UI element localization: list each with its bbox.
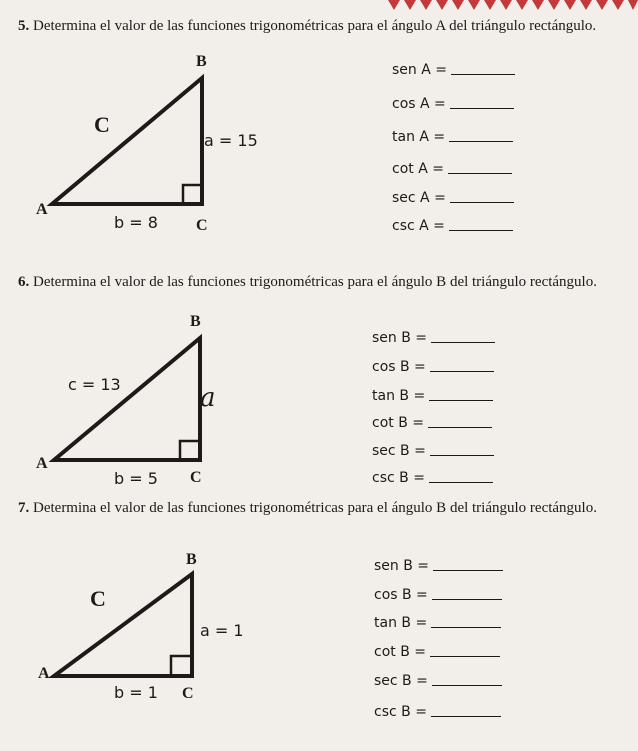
function-row-cos <box>374 587 502 603</box>
side-a-label: a = 15 <box>204 131 258 150</box>
function-label: csc B = <box>372 470 425 486</box>
answer-blank[interactable] <box>429 399 493 401</box>
function-label: sec B = <box>374 673 428 689</box>
function-row-sec <box>374 673 502 689</box>
letter-c-label: C <box>94 112 110 137</box>
answer-blank[interactable] <box>430 655 500 657</box>
answer-blank[interactable] <box>450 107 514 109</box>
decorative-border <box>388 0 638 14</box>
problem-number: 5. <box>18 18 30 34</box>
problem-text: Determina el valor de las funciones trigonométricas para el ángulo B del triángulo rectángulo. <box>33 274 597 290</box>
function-label: sen A = <box>392 62 447 78</box>
function-row-cot <box>392 161 512 177</box>
function-label: csc A = <box>392 218 445 234</box>
answer-blank[interactable] <box>451 73 515 75</box>
answer-blank[interactable] <box>449 140 513 142</box>
function-label: tan A = <box>392 129 446 145</box>
function-label: cos B = <box>374 587 428 603</box>
vertex-c: C <box>196 217 208 234</box>
answer-blank[interactable] <box>428 426 492 428</box>
vertex-a: A <box>36 201 48 218</box>
triangle-diagram-7 <box>20 552 280 746</box>
answer-blank[interactable] <box>432 684 502 686</box>
side-b-label: b = 8 <box>114 213 158 232</box>
function-row-sen <box>392 62 515 78</box>
problem-text: Determina el valor de las funciones trigonométricas para el ángulo A del triángulo rectángulo. <box>33 18 597 34</box>
answer-blank[interactable] <box>430 370 494 372</box>
function-row-tan <box>392 129 513 145</box>
answer-blank[interactable] <box>450 201 514 203</box>
answer-blank[interactable] <box>433 569 503 571</box>
vertex-b: B <box>196 53 207 70</box>
answer-blank[interactable] <box>449 229 513 231</box>
function-row-cos <box>392 96 514 112</box>
function-label: tan B = <box>372 388 426 404</box>
side-b-label: b = 5 <box>114 469 158 488</box>
answer-blank[interactable] <box>431 626 501 628</box>
function-row-tan <box>372 388 493 404</box>
side-a-label: a = 1 <box>200 621 244 640</box>
answer-blank[interactable] <box>431 341 495 343</box>
vertex-b: B <box>190 313 201 330</box>
function-label: sen B = <box>372 330 428 346</box>
side-a-label: a <box>200 383 216 413</box>
function-label: sec B = <box>372 443 426 459</box>
function-row-cos <box>372 359 494 375</box>
side-c-label: c = 13 <box>68 375 121 394</box>
letter-c-label: C <box>90 586 106 611</box>
function-label: sec A = <box>392 190 446 206</box>
function-label: cot B = <box>374 644 426 660</box>
function-label: tan B = <box>374 615 428 631</box>
function-row-sen <box>372 330 495 346</box>
problem-text: Determina el valor de las funciones trigonométricas para el ángulo B del triángulo rectángulo. <box>33 500 597 516</box>
answer-blank[interactable] <box>432 598 502 600</box>
problem-5-statement <box>18 16 618 37</box>
triangle-diagram-5 <box>20 48 280 238</box>
function-label: csc B = <box>374 704 427 720</box>
problem-7-statement <box>18 498 628 519</box>
function-label: cot A = <box>392 161 444 177</box>
function-row-sec <box>392 190 514 206</box>
right-triangle <box>54 338 200 460</box>
answer-blank[interactable] <box>448 172 512 174</box>
right-triangle <box>52 78 202 204</box>
function-row-tan <box>374 615 501 631</box>
function-row-csc <box>392 218 513 234</box>
function-row-cot <box>372 415 492 431</box>
function-label: cos A = <box>392 96 446 112</box>
function-row-sen <box>374 558 503 574</box>
side-b-label: b = 1 <box>114 683 158 702</box>
answer-blank[interactable] <box>430 454 494 456</box>
vertex-a: A <box>36 455 48 472</box>
function-label: cot B = <box>372 415 424 431</box>
function-label: sen B = <box>374 558 430 574</box>
function-row-csc <box>372 470 493 486</box>
vertex-a: A <box>38 665 50 682</box>
right-angle-mark <box>171 656 192 676</box>
vertex-c: C <box>182 685 194 702</box>
function-row-sec <box>372 443 494 459</box>
answer-blank[interactable] <box>429 481 493 483</box>
right-angle-mark <box>183 185 202 204</box>
vertex-b: B <box>186 552 197 568</box>
problem-number: 7. <box>18 500 30 516</box>
function-label: cos B = <box>372 359 426 375</box>
triangle-diagram-6 <box>20 306 280 496</box>
right-angle-mark <box>180 441 200 460</box>
answer-blank[interactable] <box>431 715 501 717</box>
problem-number: 6. <box>18 274 30 290</box>
vertex-c: C <box>190 469 202 486</box>
function-row-cot <box>374 644 500 660</box>
problem-6-statement <box>18 272 628 293</box>
function-row-csc <box>374 704 501 720</box>
